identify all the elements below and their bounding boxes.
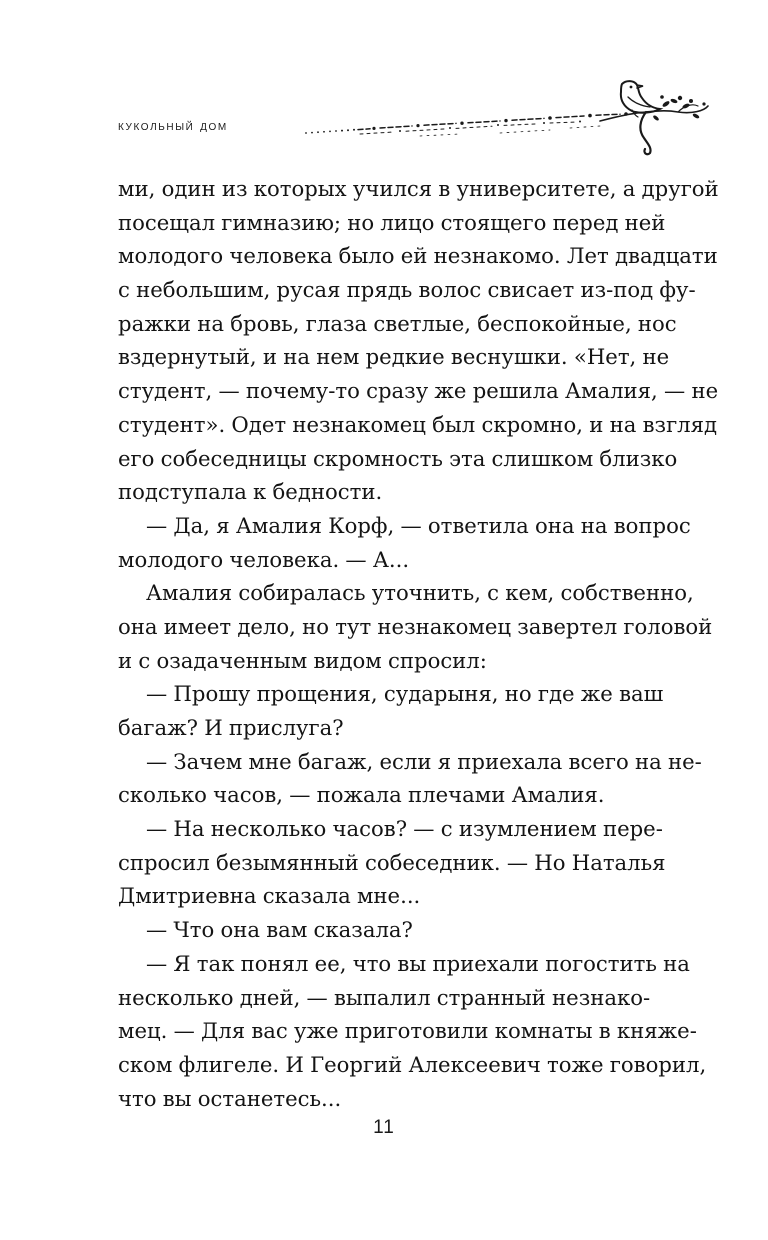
text-line: — Зачем мне багаж, если я приехала всего на не- [146, 748, 702, 774]
page-number: 11 [373, 1117, 395, 1138]
text-line: студент, — почему-то сразу же решила Амалия, — не [118, 378, 719, 404]
text-line: ском флигеле. И Георгий Алексеевич тоже говорил, [118, 1051, 707, 1077]
text-line: молодого человека. — А... [118, 546, 410, 572]
text-line: ражки на бровь, глаза светлые, беспокойные, нос [118, 310, 677, 336]
text-line: молодого человека было ей незнакомо. Лет двадцати [118, 243, 718, 269]
text-line: — На несколько часов? — с изумлением пере- [146, 816, 663, 842]
text-line: мец. — Для вас уже приготовили комнаты в княже- [118, 1018, 697, 1044]
text-line: ми, один из которых учился в университете, а другой [118, 176, 719, 201]
text-line: — Да, я Амалия Корф, — ответила она на вопрос [146, 512, 691, 538]
text-line: и с озадаченным видом спросил: [118, 647, 487, 673]
text-line: спросил безымянный собеседник. — Но Наталья [118, 849, 666, 875]
text-line: что вы останетесь... [118, 1085, 342, 1111]
text-line: она имеет дело, но тут незнакомец завертел головой [118, 613, 713, 639]
text-line: с небольшим, русая прядь волос свисает из-под фу- [118, 277, 696, 303]
text-line: — Прошу прощения, сударыня, но где же ваш [146, 681, 664, 707]
running-header [118, 106, 718, 166]
songbird-on-branch-ornament-icon [300, 76, 710, 158]
text-line: вздернутый, и на нем редкие веснушки. «Нет, не [118, 344, 670, 370]
text-line: подступала к бедности. [118, 479, 383, 505]
text-line: студент». Одет незнакомец был скромно, и на взгляд [118, 411, 718, 437]
text-line: — Я так понял ее, что вы приехали погостить на [146, 950, 690, 976]
running-title: кукольный дом [118, 118, 228, 134]
text-line: — Что она вам сказала? [146, 917, 413, 943]
text-line: багаж? И прислуга? [118, 715, 344, 740]
body-text [118, 172, 719, 1115]
text-line: Амалия собиралась уточнить, с кем, собственно, [146, 580, 694, 606]
text-line: несколько дней, — выпалил странный незнако- [118, 984, 651, 1010]
text-line: его собеседницы скромность эта слишком близко [118, 445, 678, 471]
text-line: посещал гимназию; но лицо стоящего перед ней [118, 209, 666, 235]
text-line: Дмитриевна сказала мне... [118, 883, 421, 909]
text-line: сколько часов, — пожала плечами Амалия. [118, 782, 605, 808]
